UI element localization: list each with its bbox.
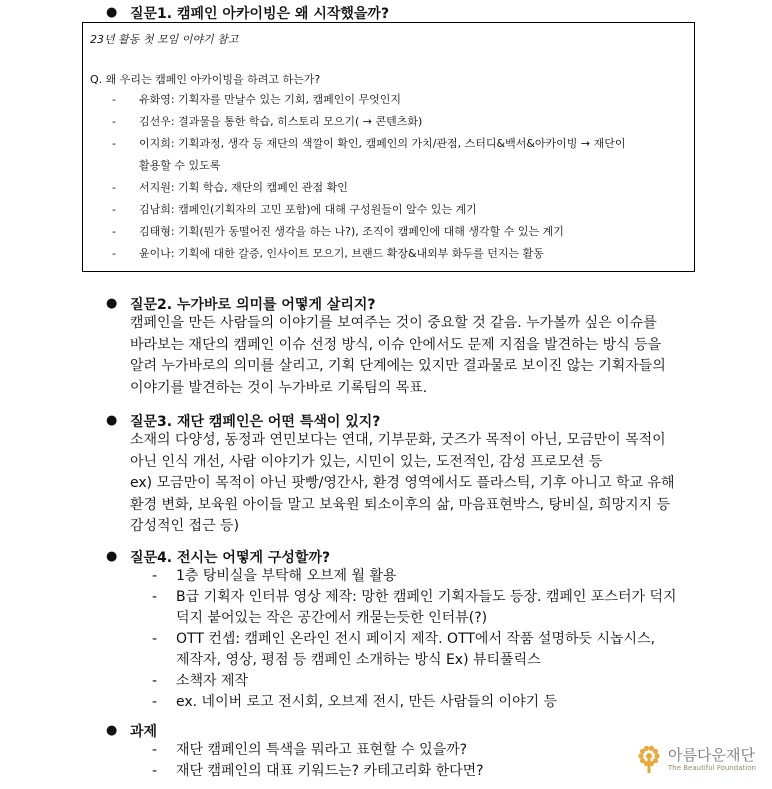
logo-name-en: The Beautiful Foundation: [668, 764, 756, 772]
flower-icon: [634, 743, 664, 775]
flower-petal: [654, 753, 659, 758]
flower-petal: [653, 749, 658, 754]
q3-body: [130, 430, 690, 538]
q4-heading: 질문4. 전시는 어떻게 구성할까?: [130, 550, 331, 566]
q2-heading: 질문2. 누가바로 의미를 어떻게 살리지?: [130, 297, 376, 313]
q3-line: 환경 변화, 보육원 아이들 말고 보육원 퇴소이후의 삶, 마음표현박스, 탕비실, 희망지지 등: [130, 496, 671, 513]
flower-petal: [644, 746, 649, 751]
task-heading: 과제: [130, 724, 158, 740]
box-question: Q. 왜 우리는 캠페인 아카이빙을 하려고 하는가?: [90, 73, 321, 86]
q1-notes-box: 23년 활동 첫 모임 이야기 참고 Q. 왜 우리는 캠페인 아카이빙을 하려고 하는가? - 유화영: 기획자를 만날수 있는 기회, 캠페인이 무엇인지 - 김선우: 결과물을 통한 학습, 히스토리 모으기( → 콘텐츠화) - 이지희: 기획과정, 생각 등 재단의 색깔이 확인, 캠페인의 가치/관점, 스터디&백서&아카이빙 → 재단이 활용할 수 있도록 - 서지원: 기획 학습, 재단의 캠페인 관점 확인 - 김남희: 캠페인(기획자의 고민 포함)에 대해 구성원들이 알수 있는 계기 - 김태형: 기획(뭔가 동떨어진 생각을 하는 나?), 조직이 캠페인에 대해 생각할 수 있는 계기 - 윤이나: 기획에 대한 갈증, 인사이트 모으기, 브랜드 확장&내외부 화두를 던지는 활동: [82, 22, 695, 272]
q3-heading: 질문3. 재단 캠페인은 어떤 특색이 있지?: [130, 414, 381, 430]
logo-name-kr: 아름다운재단: [668, 746, 755, 764]
bullet-q2: ●: [106, 296, 118, 311]
q2-line: 바라보는 재단의 캠페인 이슈 선정 방식, 이슈 안에서도 문제 지점을 발견하는 방식 등을: [130, 336, 662, 353]
q3-line: 소재의 다양성, 동정과 연민보다는 연대, 기부문화, 굿즈가 목적이 아닌, 모금만이 목적이: [130, 432, 666, 448]
q3-line: 아닌 인식 개선, 사람 이야기가 있는, 시민이 있는, 도전적인, 감성 프로모션 등: [130, 453, 603, 470]
q2-line: 알려 누가바로의 의미를 살리고, 기획 단계에는 있지만 결과물로 보이진 않는 기획자들의: [130, 358, 666, 374]
bullet-q4: ●: [106, 549, 118, 564]
box-title: 23년 활동 첫 모임 이야기 참고: [90, 33, 239, 46]
q1-heading: 질문1. 캠페인 아카이빙은 왜 시작했을까?: [130, 6, 390, 22]
q3-line: ex) 모금만이 목적이 아닌 팟빵/영간사, 환경 영역에서도 플라스틱, 기후 아니고 학교 유해: [130, 475, 675, 491]
foundation-logo: [634, 743, 760, 775]
flower-center: [646, 753, 652, 759]
flower-petal: [640, 758, 645, 763]
bullet-task: ●: [106, 723, 118, 738]
flower-petal: [638, 753, 643, 758]
bullet-q1: ●: [106, 5, 118, 20]
q2-line: 캠페인을 만든 사람들의 이야기를 보여주는 것이 중요할 것 같음. 누가볼까 싶은 이슈를: [130, 315, 657, 331]
bullet-q3: ●: [106, 413, 118, 428]
q2-body: [130, 313, 690, 399]
q2-line: 이야기를 발견하는 것이 누가바로 기록팀의 목표.: [130, 379, 428, 396]
q3-line: 감성적인 접근 등): [130, 518, 240, 534]
